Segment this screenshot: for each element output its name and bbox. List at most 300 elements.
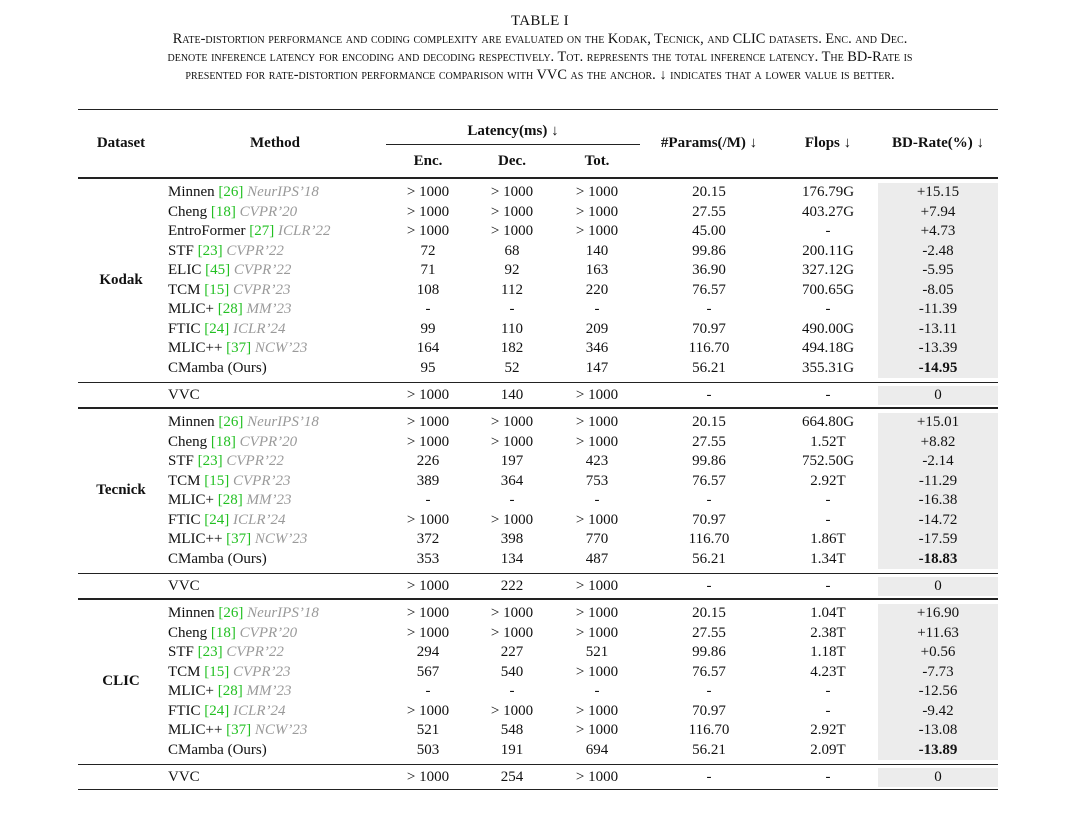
enc-value: -: [425, 492, 431, 508]
results-table: [78, 109, 998, 790]
caption-line-2: denote inference latency for encoding and decoding respectively. Tot. represents the total inference latency. The BD-Rate is: [167, 49, 913, 65]
method-name: STF: [168, 644, 194, 660]
table-row: [78, 281, 998, 301]
tot-value: > 1000: [575, 624, 619, 641]
venue-label: CVPR’22: [226, 453, 284, 469]
venue-label: NCW’23: [254, 531, 308, 547]
venue-label: NCW’23: [254, 340, 308, 356]
table-caption: [0, 12, 1080, 84]
flops-value: 403.27G: [801, 203, 855, 220]
flops-value: -: [825, 301, 831, 317]
table-row: [78, 530, 998, 550]
bdrate-value: +16.90: [878, 604, 998, 624]
method-cell: [164, 203, 386, 223]
enc-value: > 1000: [406, 203, 450, 220]
anchor-params-value: -: [706, 578, 712, 594]
tot-value: -: [594, 492, 600, 508]
bdrate-value: -18.83: [878, 550, 998, 570]
table-row: [78, 183, 998, 203]
enc-value: -: [425, 301, 431, 317]
method-cell: [164, 300, 386, 320]
caption-line-1: Rate-distortion performance and coding complexity are evaluated on the Kodak, Tecnick, and CLIC datasets. Enc. and Dec.: [172, 31, 908, 47]
enc-value: 164: [416, 340, 440, 356]
tot-value: 163: [585, 262, 609, 278]
anchor-bdrate-value: 0: [878, 577, 998, 596]
enc-value: 567: [416, 663, 440, 680]
venue-label: CVPR’20: [239, 624, 298, 641]
anchor-dec-value: 140: [500, 387, 524, 403]
method-name: STF: [168, 242, 194, 259]
rule-line: [78, 790, 998, 791]
table-row: [78, 433, 998, 453]
table-row: [78, 604, 998, 624]
table-row: [78, 242, 998, 262]
method-name: Cheng: [168, 203, 208, 220]
tot-value: 346: [585, 340, 609, 356]
method-name: Minnen: [168, 184, 215, 200]
table-row: [78, 550, 998, 570]
flops-value: 494.18G: [801, 340, 855, 356]
method-name: STF: [168, 453, 194, 469]
empty-cell: [78, 383, 164, 408]
dec-value: 52: [504, 359, 520, 376]
anchor-row: [78, 383, 998, 408]
flops-value: 752.50G: [801, 453, 855, 469]
flops-value: 1.18T: [810, 644, 846, 660]
bdrate-value: +0.56: [878, 643, 998, 663]
citation-ref[interactable]: [26]: [218, 605, 244, 621]
method-cell: [164, 242, 386, 262]
citation-ref[interactable]: [45]: [205, 262, 231, 278]
method-cell: [164, 511, 386, 531]
citation-ref[interactable]: [24]: [204, 702, 230, 719]
table-row: [78, 643, 998, 663]
table-row: [78, 721, 998, 741]
tot-value: > 1000: [575, 184, 619, 200]
tot-value: 209: [585, 320, 609, 337]
dec-value: > 1000: [490, 624, 534, 641]
bdrate-value: -9.42: [878, 702, 998, 722]
citation-ref[interactable]: [23]: [197, 453, 223, 469]
table-row: [78, 320, 998, 340]
dec-value: 227: [500, 644, 524, 660]
dec-value: 112: [501, 281, 523, 298]
bdrate-value: +15.01: [878, 413, 998, 433]
citation-ref[interactable]: [15]: [204, 663, 230, 680]
citation-ref[interactable]: [23]: [197, 242, 223, 259]
dataset-label: Kodak: [99, 271, 143, 288]
method-cell: [164, 682, 386, 702]
anchor-method: VVC: [168, 578, 200, 594]
tot-value: > 1000: [575, 511, 619, 528]
method-cell: [164, 339, 386, 359]
params-value: 56.21: [692, 359, 726, 376]
flops-value: -: [825, 683, 831, 699]
params-value: -: [706, 683, 712, 699]
caption-line-3: presented for rate-distortion performance comparison with VVC as the anchor. ↓ indicates that a lower value is better.: [185, 67, 895, 83]
bdrate-value: -13.11: [878, 320, 998, 340]
header-method: Method: [164, 110, 386, 178]
method-cell: [164, 550, 386, 570]
anchor-row: [78, 574, 998, 599]
dec-value: 110: [501, 320, 523, 337]
venue-label: CVPR’23: [233, 472, 291, 489]
enc-value: > 1000: [406, 414, 450, 430]
method-name: MLIC++: [168, 531, 223, 547]
bdrate-value: -11.29: [878, 472, 998, 492]
enc-value: 353: [416, 550, 440, 567]
bdrate-value: -13.08: [878, 721, 998, 741]
params-value: 27.55: [692, 203, 726, 220]
bdrate-value: +15.15: [878, 183, 998, 203]
params-value: 45.00: [692, 223, 726, 239]
method-name: Cheng: [168, 624, 208, 641]
anchor-enc-value: > 1000: [406, 387, 450, 403]
method-cell: [164, 222, 386, 242]
citation-ref[interactable]: [18]: [210, 433, 236, 450]
flops-value: 2.92T: [810, 472, 846, 489]
flops-value: 355.31G: [801, 359, 855, 376]
venue-label: CVPR’22: [226, 644, 284, 660]
anchor-tot-value: > 1000: [575, 578, 619, 594]
table-row: [78, 472, 998, 492]
venue-label: ICLR’24: [233, 702, 286, 719]
table-row: [78, 663, 998, 683]
params-value: 36.90: [692, 262, 726, 278]
anchor-bdrate-cell: [878, 765, 998, 790]
enc-value: 503: [416, 741, 440, 758]
params-value: 76.57: [692, 663, 726, 680]
dec-value: -: [509, 492, 515, 508]
method-name: Minnen: [168, 414, 215, 430]
dec-value: 548: [500, 722, 524, 738]
tot-value: > 1000: [575, 203, 619, 220]
dataset-label: CLIC: [102, 673, 140, 690]
tot-value: -: [594, 301, 600, 317]
anchor-params-value: -: [706, 387, 712, 403]
header-bdrate: BD-Rate(%) ↓: [878, 110, 998, 178]
citation-ref[interactable]: [37]: [226, 722, 252, 738]
table-row: [78, 624, 998, 644]
header-tot: Tot.: [584, 152, 610, 169]
method-name: TCM: [168, 281, 201, 298]
flops-value: 200.11G: [802, 242, 854, 259]
enc-value: > 1000: [406, 433, 450, 450]
anchor-bdrate-value: 0: [878, 386, 998, 405]
table-row: [78, 339, 998, 359]
flops-value: 2.92T: [810, 722, 846, 738]
table-rule: [78, 790, 998, 791]
tot-value: 140: [585, 242, 609, 259]
bdrate-value: -11.39: [878, 300, 998, 320]
flops-value: 2.09T: [810, 741, 846, 758]
header-dec: Dec.: [498, 152, 526, 169]
flops-value: -: [825, 223, 831, 239]
method-cell: [164, 261, 386, 281]
flops-value: -: [825, 511, 831, 528]
venue-label: ICLR’24: [233, 320, 286, 337]
venue-label: ICLR’24: [233, 511, 286, 528]
flops-value: 4.23T: [810, 663, 846, 680]
bdrate-value: +7.94: [878, 203, 998, 223]
bdrate-value: -14.72: [878, 511, 998, 531]
flops-value: 176.79G: [801, 184, 855, 200]
citation-ref[interactable]: [18]: [210, 203, 236, 220]
method-cell: [164, 491, 386, 511]
enc-value: 372: [416, 531, 440, 547]
citation-ref[interactable]: [28]: [217, 683, 243, 699]
method-name: TCM: [168, 472, 201, 489]
tot-value: > 1000: [575, 663, 619, 680]
method-cell: [164, 624, 386, 644]
enc-value: 95: [420, 359, 436, 376]
anchor-bdrate-cell: [878, 574, 998, 599]
header-dataset: Dataset: [78, 110, 164, 178]
dec-value: -: [509, 683, 515, 699]
venue-label: CVPR’23: [233, 281, 291, 298]
params-value: 76.57: [692, 281, 726, 298]
table-row: [78, 741, 998, 761]
venue-label: NeurIPS’18: [247, 605, 319, 621]
dec-value: > 1000: [490, 511, 534, 528]
enc-value: > 1000: [406, 511, 450, 528]
bdrate-value: +4.73: [878, 222, 998, 242]
params-value: -: [706, 301, 712, 317]
method-name: MLIC+: [168, 683, 214, 699]
bdrate-value: -12.56: [878, 682, 998, 702]
method-cell: [164, 320, 386, 340]
venue-label: NeurIPS’18: [247, 414, 319, 430]
dec-value: 191: [500, 741, 524, 758]
params-value: -: [706, 492, 712, 508]
citation-ref[interactable]: [24]: [204, 320, 230, 337]
enc-value: 108: [416, 281, 440, 298]
table-row: [78, 359, 998, 379]
enc-value: > 1000: [406, 605, 450, 621]
venue-label: MM’23: [246, 492, 292, 508]
method-cell: [164, 359, 386, 379]
params-value: 20.15: [692, 184, 726, 200]
params-value: 56.21: [692, 550, 726, 567]
method-name: CMamba (Ours): [168, 359, 267, 376]
flops-value: 1.52T: [810, 433, 846, 450]
enc-value: > 1000: [406, 624, 450, 641]
dec-value: 197: [500, 453, 524, 469]
citation-ref[interactable]: [24]: [204, 511, 230, 528]
dec-value: > 1000: [490, 702, 534, 719]
enc-value: > 1000: [406, 184, 450, 200]
method-cell: [164, 452, 386, 472]
method-name: FTIC: [168, 702, 201, 719]
citation-ref[interactable]: [28]: [217, 301, 243, 317]
method-cell: [164, 530, 386, 550]
anchor-enc-value: > 1000: [406, 578, 450, 594]
citation-ref[interactable]: [37]: [226, 531, 252, 547]
params-value: 116.70: [688, 531, 730, 547]
table-row: [78, 413, 998, 433]
table-row: [78, 511, 998, 531]
bdrate-value: -2.48: [878, 242, 998, 262]
table-number: TABLE I: [511, 13, 569, 29]
dec-value: > 1000: [490, 223, 534, 239]
params-value: 20.15: [692, 605, 726, 621]
method-cell: [164, 281, 386, 301]
anchor-tot-value: > 1000: [575, 387, 619, 403]
tot-value: 423: [585, 453, 609, 469]
enc-value: > 1000: [406, 702, 450, 719]
params-value: 99.86: [692, 453, 726, 469]
header-enc: Enc.: [413, 152, 443, 169]
method-cell: [164, 472, 386, 492]
dec-value: 540: [500, 663, 524, 680]
dec-value: 92: [504, 262, 520, 278]
method-cell: [164, 433, 386, 453]
citation-ref[interactable]: [18]: [210, 624, 236, 641]
params-value: 70.97: [692, 511, 726, 528]
method-cell: [164, 643, 386, 663]
params-value: 99.86: [692, 644, 726, 660]
anchor-method: VVC: [168, 769, 200, 785]
anchor-params-value: -: [706, 769, 712, 785]
dec-value: 182: [500, 340, 524, 356]
venue-label: CVPR’20: [239, 433, 298, 450]
dec-value: > 1000: [490, 184, 534, 200]
params-value: 116.70: [688, 722, 730, 738]
dec-value: 398: [500, 531, 524, 547]
bdrate-value: -13.89: [878, 741, 998, 761]
method-name: MLIC++: [168, 340, 223, 356]
anchor-flops-value: -: [825, 578, 831, 594]
citation-ref[interactable]: [28]: [217, 492, 243, 508]
method-name: MLIC++: [168, 722, 223, 738]
citation-ref[interactable]: [26]: [218, 414, 244, 430]
venue-label: CVPR’22: [233, 262, 292, 278]
bdrate-value: -14.95: [878, 359, 998, 379]
tot-value: 521: [585, 644, 609, 660]
enc-value: 72: [420, 242, 436, 259]
table-row: [78, 452, 998, 472]
tot-value: > 1000: [575, 722, 619, 738]
params-value: 20.15: [692, 414, 726, 430]
method-name: Cheng: [168, 433, 208, 450]
params-value: 76.57: [692, 472, 726, 489]
method-cell: [164, 413, 386, 433]
table-row: [78, 222, 998, 242]
flops-value: -: [825, 702, 831, 719]
citation-ref[interactable]: [15]: [204, 472, 230, 489]
method-name: MLIC+: [168, 492, 214, 508]
flops-value: 490.00G: [801, 320, 855, 337]
params-value: 99.86: [692, 242, 726, 259]
method-cell: [164, 721, 386, 741]
enc-value: 226: [416, 453, 440, 469]
empty-cell: [78, 765, 164, 790]
tot-value: 694: [585, 741, 609, 758]
flops-value: 1.34T: [810, 550, 846, 567]
anchor-bdrate-value: 0: [878, 768, 998, 787]
method-name: CMamba (Ours): [168, 550, 267, 567]
citation-ref[interactable]: [37]: [226, 340, 252, 356]
table-row: [78, 682, 998, 702]
params-value: 27.55: [692, 433, 726, 450]
bdrate-value: -2.14: [878, 452, 998, 472]
enc-value: 294: [416, 644, 440, 660]
tot-value: 220: [585, 281, 609, 298]
venue-label: MM’23: [246, 301, 292, 317]
bdrate-value: +8.82: [878, 433, 998, 453]
enc-value: 71: [420, 262, 436, 278]
params-value: 56.21: [692, 741, 726, 758]
bdrate-value: -5.95: [878, 261, 998, 281]
tot-value: 753: [585, 472, 609, 489]
method-name: FTIC: [168, 511, 201, 528]
table-row: [78, 300, 998, 320]
anchor-flops-value: -: [825, 387, 831, 403]
tot-value: 487: [585, 550, 609, 567]
anchor-row: [78, 765, 998, 790]
flops-value: -: [825, 492, 831, 508]
anchor-dec-value: 254: [500, 769, 524, 785]
method-name: TCM: [168, 663, 201, 680]
enc-value: -: [425, 683, 431, 699]
method-cell: [164, 702, 386, 722]
enc-value: 99: [420, 320, 436, 337]
anchor-method: VVC: [168, 387, 200, 403]
citation-ref[interactable]: [27]: [249, 223, 275, 239]
venue-label: CVPR’22: [226, 242, 284, 259]
bdrate-value: -16.38: [878, 491, 998, 511]
venue-label: CVPR’20: [239, 203, 298, 220]
enc-value: 521: [416, 722, 440, 738]
tot-value: > 1000: [575, 605, 619, 621]
table-row: [78, 203, 998, 223]
dataset-label: Tecnick: [96, 482, 146, 499]
enc-value: > 1000: [406, 223, 450, 239]
venue-label: NeurIPS’18: [247, 184, 319, 200]
dec-value: 134: [500, 550, 524, 567]
method-name: ELIC: [168, 262, 202, 278]
anchor-bdrate-cell: [878, 383, 998, 408]
tot-value: > 1000: [575, 414, 619, 430]
method-name: MLIC+: [168, 301, 214, 317]
citation-ref[interactable]: [15]: [204, 281, 230, 298]
method-name: FTIC: [168, 320, 201, 337]
flops-value: 1.86T: [810, 531, 846, 547]
flops-value: 2.38T: [810, 624, 846, 641]
table-row: [78, 491, 998, 511]
enc-value: 389: [416, 472, 440, 489]
header-latency: Latency(ms) ↓: [386, 110, 640, 145]
tot-value: > 1000: [575, 223, 619, 239]
method-name: EntroFormer: [168, 223, 246, 239]
citation-ref[interactable]: [23]: [197, 644, 223, 660]
tot-value: 770: [585, 531, 609, 547]
dec-value: -: [509, 301, 515, 317]
params-value: 70.97: [692, 702, 726, 719]
params-value: 116.70: [688, 340, 730, 356]
table-row: [78, 261, 998, 281]
method-name: CMamba (Ours): [168, 741, 267, 758]
citation-ref[interactable]: [26]: [218, 184, 244, 200]
dec-value: 364: [500, 472, 524, 489]
empty-cell: [78, 574, 164, 599]
dec-value: > 1000: [490, 203, 534, 220]
bdrate-value: -17.59: [878, 530, 998, 550]
venue-label: CVPR’23: [233, 663, 291, 680]
dec-value: 68: [504, 242, 520, 259]
flops-value: 327.12G: [801, 262, 855, 278]
venue-label: ICLR’22: [277, 223, 331, 239]
